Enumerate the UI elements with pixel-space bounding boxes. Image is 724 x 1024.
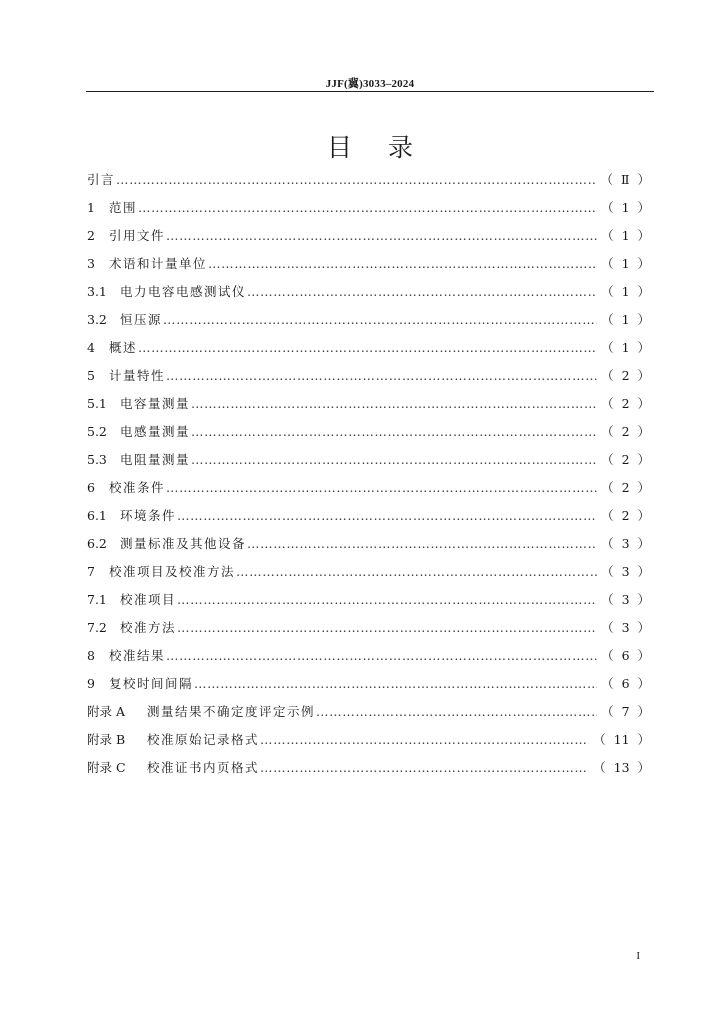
toc-entry[interactable] xyxy=(87,502,650,530)
toc-entry-page: （ 13 ） xyxy=(593,760,650,775)
toc-dot-leader xyxy=(247,278,597,306)
table-of-contents xyxy=(87,166,650,782)
toc-entry-page: （ 3 ） xyxy=(601,620,650,635)
toc-dot-leader xyxy=(247,530,597,558)
toc-entry[interactable] xyxy=(87,642,650,670)
toc-entry-page: （ 1 ） xyxy=(601,284,650,299)
toc-entry[interactable] xyxy=(87,334,650,362)
toc-entry-page: （ 6 ） xyxy=(601,676,650,691)
toc-entry-page: （ 2 ） xyxy=(601,424,650,439)
toc-entry-number: 3.1 xyxy=(87,284,107,299)
toc-entry[interactable] xyxy=(87,614,650,642)
toc-dot-leader xyxy=(194,670,597,698)
toc-entry[interactable] xyxy=(87,530,650,558)
toc-entry-title: 范围 xyxy=(109,200,138,215)
toc-entry-page: （ 3 ） xyxy=(601,564,650,579)
toc-dot-leader xyxy=(260,754,589,782)
toc-entry[interactable] xyxy=(87,166,650,194)
toc-entry-number: 7 xyxy=(87,564,95,579)
toc-entry-page: （ 1 ） xyxy=(601,200,650,215)
toc-entry-page: （ 2 ） xyxy=(601,508,650,523)
toc-entry-number: 5.1 xyxy=(87,396,107,411)
toc-entry[interactable] xyxy=(87,558,650,586)
toc-entry-number: 2 xyxy=(87,228,95,243)
toc-entry-title: 恒压源 xyxy=(120,312,163,327)
toc-dot-leader xyxy=(191,390,597,418)
toc-entry-number: 1 xyxy=(87,200,95,215)
page-title: 目录 xyxy=(326,133,449,162)
toc-entry-title: 环境条件 xyxy=(120,508,177,523)
toc-entry-title: 概述 xyxy=(109,340,138,355)
toc-entry[interactable] xyxy=(87,446,650,474)
toc-entry-title: 复校时间间隔 xyxy=(109,676,194,691)
toc-dot-leader xyxy=(166,474,597,502)
toc-entry-title: 测量结果不确定度评定示例 xyxy=(147,704,316,719)
toc-entry-number: 7.1 xyxy=(87,592,107,607)
toc-entry-title: 电感量测量 xyxy=(120,424,191,439)
toc-entry-title: 校准结果 xyxy=(109,648,166,663)
toc-entry-number: 8 xyxy=(87,648,95,663)
toc-dot-leader xyxy=(260,726,589,754)
toc-dot-leader xyxy=(166,222,597,250)
toc-entry[interactable] xyxy=(87,222,650,250)
toc-entry[interactable] xyxy=(87,726,650,754)
toc-entry-page: （ 2 ） xyxy=(601,396,650,411)
toc-entry-number: 7.2 xyxy=(87,620,107,635)
toc-entry-number: 3 xyxy=(87,256,95,271)
toc-entry-page: （ 6 ） xyxy=(601,648,650,663)
toc-entry-page: （ 1 ） xyxy=(601,228,650,243)
toc-entry-number: 6.2 xyxy=(87,536,107,551)
toc-entry-number: 3.2 xyxy=(87,312,107,327)
toc-entry-page: （ 1 ） xyxy=(601,256,650,271)
toc-entry-number: 附录 B xyxy=(87,732,126,747)
toc-dot-leader xyxy=(177,502,597,530)
toc-entry-page: （ 3 ） xyxy=(601,592,650,607)
toc-entry-number: 6 xyxy=(87,480,95,495)
toc-entry-number: 9 xyxy=(87,676,95,691)
toc-dot-leader xyxy=(163,306,597,334)
toc-entry-title: 校准原始记录格式 xyxy=(147,732,260,747)
toc-dot-leader xyxy=(177,614,597,642)
toc-dot-leader xyxy=(166,642,597,670)
toc-entry-title: 引用文件 xyxy=(109,228,166,243)
toc-dot-leader xyxy=(177,586,597,614)
toc-entry[interactable] xyxy=(87,390,650,418)
toc-entry-title: 校准项目 xyxy=(120,592,177,607)
toc-dot-leader xyxy=(236,558,597,586)
toc-entry-title: 电阻量测量 xyxy=(120,452,191,467)
toc-entry[interactable] xyxy=(87,362,650,390)
toc-entry-title: 校准方法 xyxy=(120,620,177,635)
toc-entry-title: 引言 xyxy=(87,172,116,187)
toc-entry-title: 测量标准及其他设备 xyxy=(120,536,247,551)
toc-dot-leader xyxy=(208,250,597,278)
toc-entry-page: （ 11 ） xyxy=(593,732,650,747)
toc-entry-number: 附录 C xyxy=(87,760,126,775)
toc-entry-title: 计量特性 xyxy=(109,368,166,383)
toc-entry-page: （ 7 ） xyxy=(601,704,650,719)
toc-entry[interactable] xyxy=(87,250,650,278)
toc-entry-page: （ 3 ） xyxy=(601,536,650,551)
document-code-header: JJF(冀)3033–2024 xyxy=(325,78,415,90)
toc-dot-leader xyxy=(166,362,597,390)
toc-dot-leader xyxy=(116,166,597,194)
toc-entry[interactable] xyxy=(87,754,650,782)
toc-entry-title: 术语和计量单位 xyxy=(109,256,208,271)
page-number: I xyxy=(636,950,640,962)
toc-entry[interactable] xyxy=(87,586,650,614)
toc-entry-page: （ 1 ） xyxy=(601,340,650,355)
toc-entry[interactable] xyxy=(87,474,650,502)
toc-entry-page: （ Ⅱ ） xyxy=(600,172,650,187)
toc-dot-leader xyxy=(138,334,597,362)
toc-entry-number: 5.3 xyxy=(87,452,107,467)
toc-entry[interactable] xyxy=(87,194,650,222)
toc-entry-page: （ 2 ） xyxy=(601,480,650,495)
toc-dot-leader xyxy=(316,698,597,726)
toc-entry[interactable] xyxy=(87,278,650,306)
toc-entry-number: 4 xyxy=(87,340,95,355)
toc-entry-number: 5 xyxy=(87,368,95,383)
toc-entry[interactable] xyxy=(87,418,650,446)
toc-entry-number: 6.1 xyxy=(87,508,107,523)
toc-entry-title: 校准项目及校准方法 xyxy=(109,564,236,579)
toc-entry-number: 5.2 xyxy=(87,424,107,439)
toc-entry-title: 校准证书内页格式 xyxy=(147,760,260,775)
toc-entry-title: 电力电容电感测试仪 xyxy=(120,284,247,299)
toc-entry-page: （ 2 ） xyxy=(601,368,650,383)
toc-entry-number: 附录 A xyxy=(87,704,126,719)
toc-entry[interactable] xyxy=(87,698,650,726)
toc-entry[interactable] xyxy=(87,670,650,698)
toc-entry-page: （ 2 ） xyxy=(601,452,650,467)
toc-entry[interactable] xyxy=(87,306,650,334)
toc-entry-page: （ 1 ） xyxy=(601,312,650,327)
toc-dot-leader xyxy=(191,418,597,446)
toc-entry-title: 校准条件 xyxy=(109,480,166,495)
toc-entry-title: 电容量测量 xyxy=(120,396,191,411)
header-divider xyxy=(86,91,654,92)
toc-dot-leader xyxy=(191,446,597,474)
toc-dot-leader xyxy=(138,194,597,222)
